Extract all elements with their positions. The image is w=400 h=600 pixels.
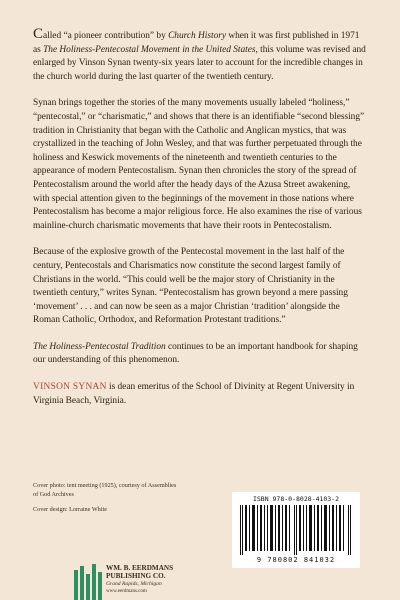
paragraph-synopsis: Synan brings together the stories of the many movements usually labeled “holiness,” “pentecostal,” or “charismatic,” and shows that there is an identifiable “second blessing” tradition in Christianity that began with the Catholic and Anglican mystics, that was crystallized in the teaching of John Wesley, and that was further perpetuated through the holiness and Keswick movements of the nineteenth and twentieth centuries to the appearance of modern Pentecostalism. Synan then chronicles the story of the spread of Pentecostalism around the world after the heady days of the Azusa Street awakening, with special attention given to the beginnings of the movement in those nations where Pentecostalism has become a major religious force. He also examines the rise of various mainline-church charismatic movements that have their roots in Pentecostalism.: [33, 98, 365, 231]
drop-cap: C: [33, 26, 43, 42]
author-name: VINSON SYNAN: [33, 382, 107, 393]
isbn-label: ISBN 978-0-8028-4103-2: [252, 495, 340, 503]
paragraph-growth: Because of the explosive growth of the Pentecostal movement in the last half of the century, Pentecostals and Charismatics now constitute the second largest family of Christians in the world. “This could well be the major story of Christianity in the twentieth century,” writes Synan. “Pentecostalism has grown beyond a mere passing ‘movement’ . . . and can now be seen as a major Christian ‘tradition’ alongside the Roman Catholic, Orthodox, and Reformation Protestant traditions.”: [33, 247, 348, 326]
barcode-bars: [238, 505, 354, 555]
blurb-text: [33, 28, 369, 421]
design-credit: Cover design: Lorraine White: [33, 506, 107, 514]
paragraph-intro: Called “a pioneer contribution” by Church History when it was first published in 1971 as The Holiness-Pentecostal Movement in the United States, this volume was revised and enlarged by Vinson Synan twenty-six years later to account for the incredible changes in the church world during the last quarter of the twentieth century.: [33, 26, 366, 82]
paragraph-handbook: The Holiness-Pentecostal Tradition continues to be an important handbook for shaping our understanding of this phenomenon.: [33, 341, 358, 366]
isbn-barcode: [232, 492, 360, 568]
cover-credits: [33, 482, 183, 522]
author-bio: VINSON SYNAN is dean emeritus of the School of Divinity at Regent University in Virginia Beach, Virginia.: [33, 382, 355, 406]
eerdmans-logo-icon: [72, 560, 104, 600]
publisher-imprint: [72, 560, 232, 600]
photo-credit: Cover photo: tent meeting (1925), courtesy of Assemblies of God Archives: [33, 482, 177, 498]
barcode-number: 9 780802 841032: [256, 556, 336, 564]
publisher-text: WM. B. EERDMANS PUBLISHING CO. Grand Rapids, Michigan www.eerdmans.com: [106, 564, 174, 594]
